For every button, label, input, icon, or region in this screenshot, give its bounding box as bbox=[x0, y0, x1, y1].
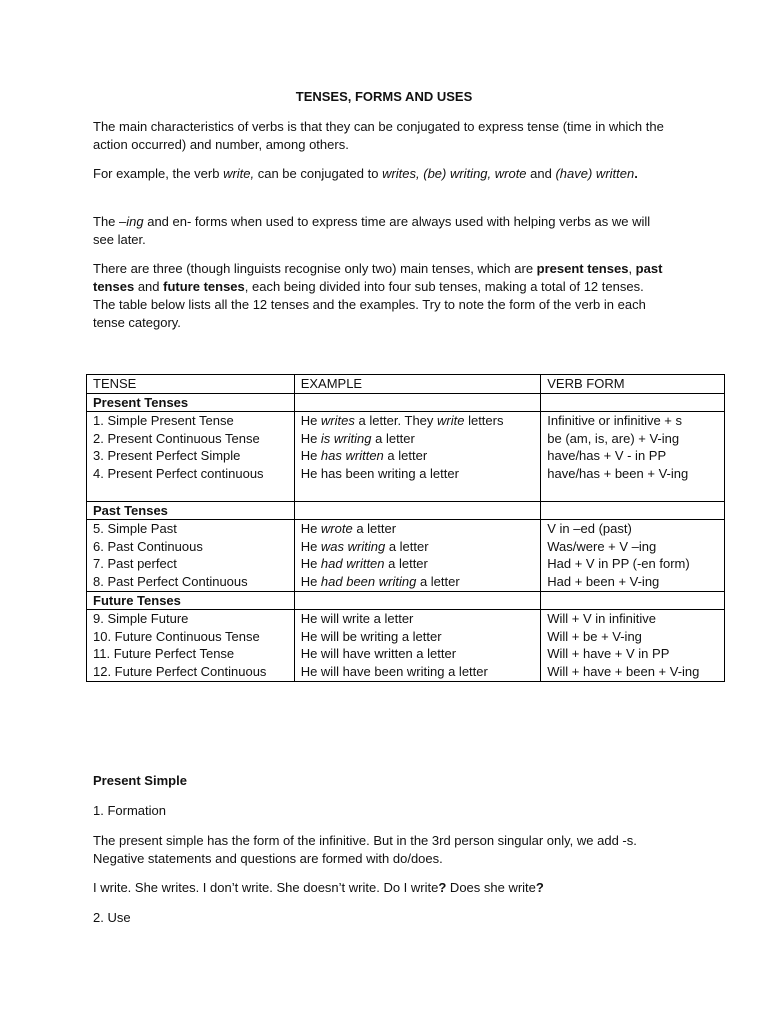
italic-text: writes, (be) writing, wrote bbox=[382, 166, 527, 181]
tense-name: 1. Simple Present Tense bbox=[93, 413, 234, 429]
example-sentence: He has been writing a letter bbox=[300, 465, 459, 481]
verb-form: Infinitive or infinitive + s bbox=[547, 413, 683, 429]
text: ? bbox=[535, 880, 544, 895]
italic-text: was writing bbox=[320, 538, 386, 554]
text: and en- forms when used to express time are always used with helping verbs as we will see later. bbox=[93, 214, 651, 247]
italic-text: writes bbox=[320, 413, 355, 429]
spacer bbox=[93, 483, 288, 501]
header-cell: TENSE bbox=[87, 375, 295, 394]
examples-line bbox=[93, 879, 668, 897]
paragraph-example bbox=[93, 165, 668, 183]
example-sentence bbox=[301, 412, 535, 430]
verb-form-cell bbox=[541, 520, 725, 591]
italic-text: write bbox=[437, 413, 465, 429]
group-label: Past Tenses bbox=[87, 501, 295, 520]
tenses-table bbox=[86, 374, 725, 682]
italic-text: wrote bbox=[320, 521, 353, 537]
table-row bbox=[87, 610, 725, 681]
italic-text: ing bbox=[126, 214, 144, 229]
tense-name: 2. Present Continuous Tense bbox=[93, 430, 260, 446]
example-cell bbox=[294, 610, 541, 681]
text: a letter bbox=[416, 573, 460, 589]
tense-cell bbox=[87, 610, 295, 681]
text: and bbox=[526, 166, 556, 181]
example-sentence bbox=[301, 520, 535, 538]
paragraph-tenses-overview bbox=[93, 260, 668, 332]
subsection-formation: 1. Formation bbox=[93, 803, 166, 818]
group-label-row bbox=[87, 393, 725, 412]
table-row bbox=[87, 520, 725, 591]
verb-form: have/has + been + V-ing bbox=[547, 465, 689, 481]
verb-form: Will + have + been + V-ing bbox=[547, 663, 700, 679]
tense-name: 9. Simple Future bbox=[93, 611, 189, 627]
example-sentence: He will be writing a letter bbox=[300, 628, 442, 644]
example-sentence bbox=[301, 555, 535, 573]
tense-name: 11. Future Perfect Tense bbox=[93, 646, 235, 662]
text: can be conjugated to bbox=[254, 166, 383, 181]
text: He bbox=[300, 430, 321, 446]
verb-form: Will + have + V in PP bbox=[547, 646, 670, 662]
tense-name: 12. Future Perfect Continuous bbox=[93, 663, 267, 679]
empty-cell bbox=[294, 393, 541, 412]
text: For example, the verb bbox=[93, 166, 224, 181]
text: letters bbox=[464, 413, 504, 429]
header-cell: EXAMPLE bbox=[294, 375, 541, 394]
tense-cell bbox=[87, 520, 295, 591]
group-label-row bbox=[87, 501, 725, 520]
formation-paragraph: The present simple has the form of the infinitive. But in the 3rd person singular only, we add -s. Negative statements and questions are formed with do/does. bbox=[93, 833, 637, 866]
bold-text: past tenses bbox=[93, 261, 663, 294]
example-sentence bbox=[301, 538, 535, 556]
text: a letter. They bbox=[354, 413, 438, 429]
empty-cell bbox=[541, 591, 725, 610]
paragraph-ing-forms bbox=[93, 213, 668, 249]
verb-form: Was/were + V –ing bbox=[547, 538, 657, 554]
empty-cell bbox=[541, 393, 725, 412]
text: and bbox=[134, 279, 164, 294]
example-sentence: He will have been writing a letter bbox=[300, 663, 488, 679]
tense-name: 4. Present Perfect continuous bbox=[93, 465, 264, 481]
italic-text: write, bbox=[223, 166, 255, 181]
tense-name: 8. Past Perfect Continuous bbox=[93, 573, 248, 589]
bold-text: present tenses bbox=[536, 261, 629, 276]
empty-cell bbox=[294, 591, 541, 610]
text: He bbox=[300, 538, 321, 554]
example-sentence bbox=[301, 447, 535, 465]
verb-form: Will + V in infinitive bbox=[547, 611, 656, 627]
italic-text: had written bbox=[320, 556, 385, 572]
verb-form-cell bbox=[541, 412, 725, 501]
paragraph-intro: The main characteristics of verbs is that they can be conjugated to express tense (time in which the action occurred) and number, among others. bbox=[93, 119, 664, 152]
text: a letter bbox=[371, 430, 415, 446]
verb-form: Had + been + V-ing bbox=[547, 573, 660, 589]
verb-form-cell bbox=[541, 610, 725, 681]
text: a letter bbox=[383, 448, 428, 464]
example-sentence bbox=[301, 430, 535, 448]
text: a letter bbox=[384, 556, 428, 572]
verb-form: Had + V in PP (-en form) bbox=[547, 556, 690, 572]
tense-name: 10. Future Continuous Tense bbox=[93, 628, 260, 644]
example-sentence bbox=[301, 573, 535, 591]
example-sentence: He will write a letter bbox=[300, 611, 414, 627]
example-sentence: He will have written a letter bbox=[300, 646, 457, 662]
text: He bbox=[300, 573, 321, 589]
text: He bbox=[300, 521, 321, 537]
text: The – bbox=[93, 214, 127, 229]
tense-name: 6. Past Continuous bbox=[93, 538, 203, 554]
text: , each being divided into four sub tenses, making a total of 12 tenses. The table below lists all the 12 tenses and the examples. Try to note the form of the verb in each tense category. bbox=[93, 279, 646, 330]
verb-form: V in –ed (past) bbox=[547, 521, 632, 537]
verb-form: Will + be + V-ing bbox=[547, 628, 642, 644]
example-cell bbox=[294, 520, 541, 591]
subsection-use: 2. Use bbox=[93, 910, 131, 925]
empty-cell bbox=[294, 501, 541, 520]
text: ? bbox=[438, 880, 447, 895]
italic-text: is writing bbox=[320, 430, 372, 446]
empty-cell bbox=[541, 501, 725, 520]
group-label: Future Tenses bbox=[87, 591, 295, 610]
document-title: TENSES, FORMS AND USES bbox=[295, 89, 473, 104]
verb-form: be (am, is, are) + V-ing bbox=[547, 430, 680, 446]
tense-cell bbox=[87, 412, 295, 501]
verb-form: have/has + V - in PP bbox=[547, 448, 667, 464]
table-header-row bbox=[87, 375, 725, 394]
text: He bbox=[300, 448, 321, 464]
italic-text: (have) written bbox=[555, 166, 635, 181]
section-heading: Present Simple bbox=[93, 773, 187, 788]
text: There are three (though linguists recognise only two) main tenses, which are bbox=[93, 261, 537, 276]
example-cell bbox=[294, 412, 541, 501]
group-label-row bbox=[87, 591, 725, 610]
text: a letter bbox=[385, 538, 429, 554]
italic-text: had been writing bbox=[320, 573, 417, 589]
italic-text: has written bbox=[320, 448, 384, 464]
text: a letter bbox=[352, 521, 397, 537]
text: He bbox=[300, 556, 321, 572]
table-row bbox=[87, 412, 725, 501]
text: I write. She writes. I don’t write. She doesn’t write. Do I write bbox=[93, 880, 439, 895]
bold-text: future tenses bbox=[163, 279, 245, 294]
tense-name: 5. Simple Past bbox=[93, 521, 177, 537]
text: , bbox=[628, 261, 636, 276]
header-cell: VERB FORM bbox=[541, 375, 725, 394]
group-label: Present Tenses bbox=[87, 393, 295, 412]
tense-name: 3. Present Perfect Simple bbox=[93, 448, 241, 464]
text: Does she write bbox=[446, 880, 536, 895]
tense-name: 7. Past perfect bbox=[93, 556, 177, 572]
text: He bbox=[300, 413, 321, 429]
text: . bbox=[634, 166, 638, 181]
